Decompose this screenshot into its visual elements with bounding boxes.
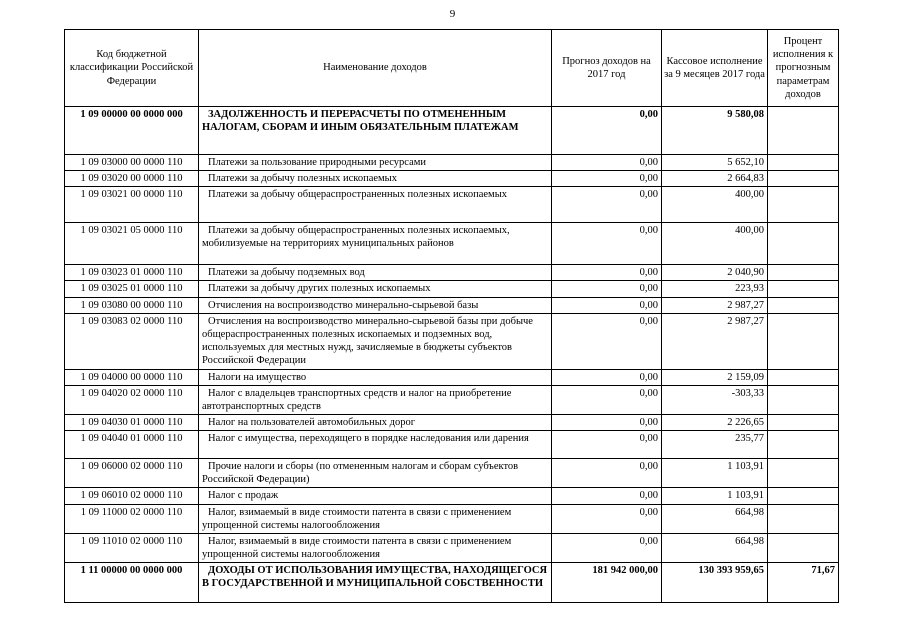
row-code: 1 09 06000 02 0000 110 xyxy=(65,459,199,488)
row-code: 1 09 03021 05 0000 110 xyxy=(65,223,199,265)
row-code: 1 09 06010 02 0000 110 xyxy=(65,488,199,504)
row-code: 1 09 03000 00 0000 110 xyxy=(65,155,199,171)
row-name: Платежи за добычу общераспространенных полезных ископаемых, мобилизуемые на территориях муниципальных районов xyxy=(199,223,552,265)
row-name: Платежи за добычу подземных вод xyxy=(199,265,552,281)
revenue-table xyxy=(64,29,839,603)
table-row xyxy=(65,297,839,313)
row-forecast: 0,00 xyxy=(552,313,662,369)
row-percent xyxy=(768,265,839,281)
row-name: Отчисления на воспроизводство минерально-сырьевой базы xyxy=(199,297,552,313)
table-row xyxy=(65,107,839,155)
row-forecast: 0,00 xyxy=(552,223,662,265)
row-percent xyxy=(768,223,839,265)
table-row xyxy=(65,415,839,431)
row-name: Налог на пользователей автомобильных дорог xyxy=(199,415,552,431)
row-name: Налог с владельцев транспортных средств и налог на приобретение автотранспортных средств xyxy=(199,385,552,414)
row-cash: 235,77 xyxy=(662,431,768,459)
row-name: Прочие налоги и сборы (по отмененным налогам и сборам субъектов Российской Федерации) xyxy=(199,459,552,488)
row-name: Налоги на имущество xyxy=(199,369,552,385)
row-percent xyxy=(768,171,839,187)
table-row xyxy=(65,459,839,488)
row-code: 1 09 03023 01 0000 110 xyxy=(65,265,199,281)
row-forecast: 0,00 xyxy=(552,415,662,431)
row-name: Налог с продаж xyxy=(199,488,552,504)
row-name: ЗАДОЛЖЕННОСТЬ И ПЕРЕРАСЧЕТЫ ПО ОТМЕНЕННЫМ НАЛОГАМ, СБОРАМ И ИНЫМ ОБЯЗАТЕЛЬНЫМ ПЛАТЕЖАМ xyxy=(199,107,552,155)
row-cash: 9 580,08 xyxy=(662,107,768,155)
table-body xyxy=(65,107,839,603)
row-percent xyxy=(768,187,839,223)
table-row xyxy=(65,265,839,281)
row-code: 1 09 03025 01 0000 110 xyxy=(65,281,199,297)
row-percent xyxy=(768,155,839,171)
row-code: 1 09 04040 01 0000 110 xyxy=(65,431,199,459)
row-code: 1 09 11000 02 0000 110 xyxy=(65,504,199,533)
row-forecast: 0,00 xyxy=(552,171,662,187)
row-forecast: 0,00 xyxy=(552,385,662,414)
header-cash: Кассовое исполнение за 9 месяцев 2017 года xyxy=(662,30,768,107)
row-percent xyxy=(768,431,839,459)
row-forecast: 0,00 xyxy=(552,107,662,155)
row-name: Платежи за добычу других полезных ископаемых xyxy=(199,281,552,297)
row-code: 1 09 00000 00 0000 000 xyxy=(65,107,199,155)
row-forecast: 0,00 xyxy=(552,155,662,171)
row-forecast: 0,00 xyxy=(552,281,662,297)
row-code: 1 09 04020 02 0000 110 xyxy=(65,385,199,414)
row-cash: 1 103,91 xyxy=(662,488,768,504)
table-row xyxy=(65,155,839,171)
row-cash: 664,98 xyxy=(662,504,768,533)
row-percent xyxy=(768,297,839,313)
row-cash: 1 103,91 xyxy=(662,459,768,488)
table-row xyxy=(65,187,839,223)
header-percent: Процент исполнения к прогнозным параметрам доходов xyxy=(768,30,839,107)
row-cash: 2 664,83 xyxy=(662,171,768,187)
row-code: 1 11 00000 00 0000 000 xyxy=(65,563,199,603)
row-code: 1 09 03083 02 0000 110 xyxy=(65,313,199,369)
row-name: Налог, взимаемый в виде стоимости патента в связи с применением упрощенной системы налогообложения xyxy=(199,533,552,562)
page-number: 9 xyxy=(449,8,456,20)
row-forecast: 181 942 000,00 xyxy=(552,563,662,603)
row-forecast: 0,00 xyxy=(552,265,662,281)
table-row xyxy=(65,533,839,562)
row-cash: 2 987,27 xyxy=(662,297,768,313)
row-percent xyxy=(768,107,839,155)
row-forecast: 0,00 xyxy=(552,488,662,504)
row-name: Платежи за добычу общераспространенных полезных ископаемых xyxy=(199,187,552,223)
table-row xyxy=(65,281,839,297)
table-row xyxy=(65,171,839,187)
row-cash: 223,93 xyxy=(662,281,768,297)
row-cash: 130 393 959,65 xyxy=(662,563,768,603)
row-forecast: 0,00 xyxy=(552,533,662,562)
row-code: 1 09 11010 02 0000 110 xyxy=(65,533,199,562)
row-percent xyxy=(768,369,839,385)
row-code: 1 09 04000 00 0000 110 xyxy=(65,369,199,385)
row-cash: 2 040,90 xyxy=(662,265,768,281)
row-cash: 2 159,09 xyxy=(662,369,768,385)
row-cash: 664,98 xyxy=(662,533,768,562)
table-row xyxy=(65,431,839,459)
row-percent xyxy=(768,385,839,414)
row-name: Налог, взимаемый в виде стоимости патента в связи с применением упрощенной системы налогообложения xyxy=(199,504,552,533)
row-cash: 400,00 xyxy=(662,223,768,265)
table-row xyxy=(65,385,839,414)
row-percent xyxy=(768,504,839,533)
row-forecast: 0,00 xyxy=(552,459,662,488)
row-forecast: 0,00 xyxy=(552,369,662,385)
row-percent xyxy=(768,281,839,297)
row-cash: 5 652,10 xyxy=(662,155,768,171)
header-forecast: Прогноз доходов на 2017 год xyxy=(552,30,662,107)
row-percent xyxy=(768,313,839,369)
row-percent xyxy=(768,488,839,504)
row-cash: 2 987,27 xyxy=(662,313,768,369)
row-cash: 2 226,65 xyxy=(662,415,768,431)
row-forecast: 0,00 xyxy=(552,504,662,533)
row-name: Платежи за добычу полезных ископаемых xyxy=(199,171,552,187)
table-row xyxy=(65,563,839,603)
header-code: Код бюджетной классификации Российской Федерации xyxy=(65,30,199,107)
row-code: 1 09 03020 00 0000 110 xyxy=(65,171,199,187)
row-cash: 400,00 xyxy=(662,187,768,223)
table-header-row xyxy=(65,30,839,107)
row-percent xyxy=(768,415,839,431)
row-cash: -303,33 xyxy=(662,385,768,414)
row-percent xyxy=(768,459,839,488)
row-forecast: 0,00 xyxy=(552,431,662,459)
row-name: ДОХОДЫ ОТ ИСПОЛЬЗОВАНИЯ ИМУЩЕСТВА, НАХОДЯЩЕГОСЯ В ГОСУДАРСТВЕННОЙ И МУНИЦИПАЛЬНОЙ СОБСТВЕННОСТИ xyxy=(199,563,552,603)
row-code: 1 09 03080 00 0000 110 xyxy=(65,297,199,313)
table-row xyxy=(65,504,839,533)
row-name: Платежи за пользование природными ресурсами xyxy=(199,155,552,171)
row-forecast: 0,00 xyxy=(552,297,662,313)
header-name: Наименование доходов xyxy=(199,30,552,107)
table-row xyxy=(65,369,839,385)
row-name: Отчисления на воспроизводство минерально-сырьевой базы при добыче общераспространенных полезных ископаемых и подземных вод, используемых для местных нужд, зачисляемые в бюджеты субъектов Российской Федерации xyxy=(199,313,552,369)
table-row xyxy=(65,313,839,369)
row-forecast: 0,00 xyxy=(552,187,662,223)
row-name: Налог с имущества, переходящего в порядке наследования или дарения xyxy=(199,431,552,459)
row-code: 1 09 04030 01 0000 110 xyxy=(65,415,199,431)
row-code: 1 09 03021 00 0000 110 xyxy=(65,187,199,223)
row-percent xyxy=(768,533,839,562)
table-row xyxy=(65,223,839,265)
table-row xyxy=(65,488,839,504)
row-percent: 71,67 xyxy=(768,563,839,603)
